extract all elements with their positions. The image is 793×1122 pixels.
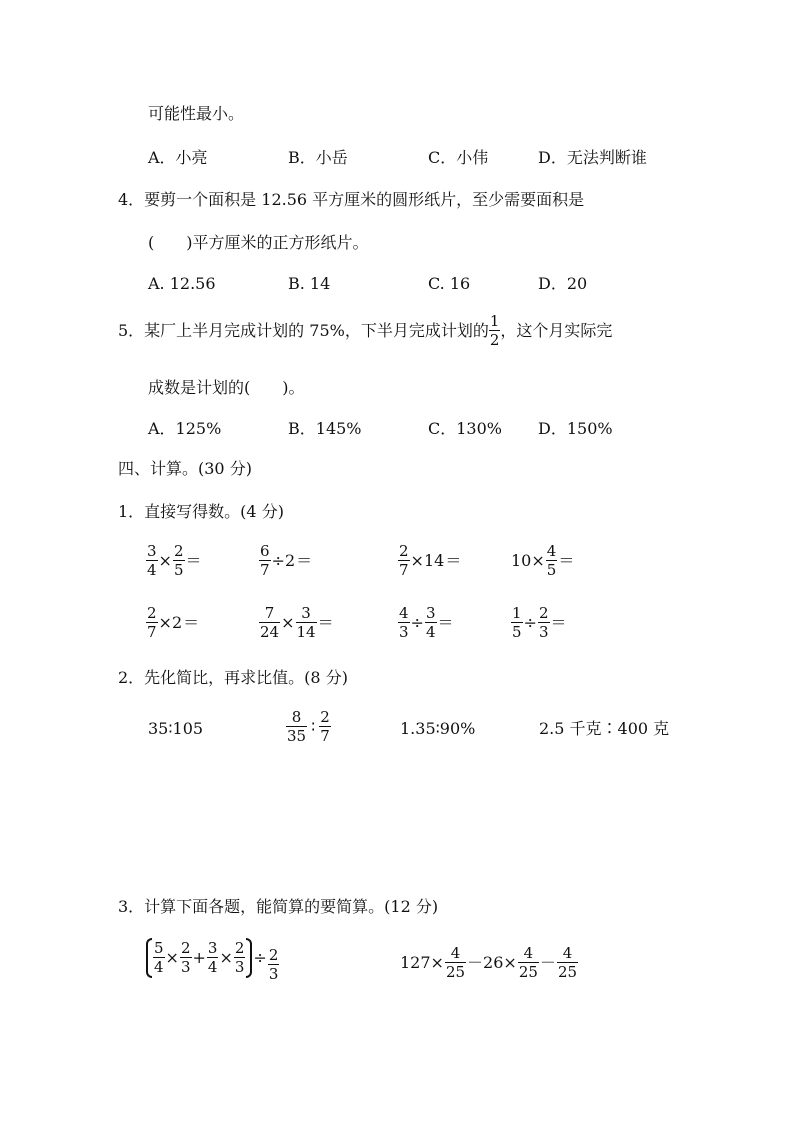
frac-den: 25 [518,963,538,981]
fraction [234,941,246,975]
operator: ÷ [253,948,267,967]
fraction [180,941,192,975]
fraction [511,606,523,640]
operator: 127× [400,953,444,972]
q3-option-d[interactable]: D．无法判断谁 [538,148,647,167]
operator: + [192,948,206,967]
sub1-item [259,606,334,640]
frac-num: 3 [425,604,436,622]
operator: × [165,948,179,967]
operator: － [539,953,556,972]
frac-den: 3 [399,623,409,641]
frac-den: 3 [268,965,279,983]
frac-den: 5 [546,561,557,579]
left-parenthesis [146,938,152,978]
frac-den: 7 [147,623,157,641]
frac-num: 8 [291,708,302,726]
frac-num: 4 [399,604,409,622]
right-parenthesis [246,938,252,978]
q5-frac-num: 1 [489,312,500,330]
q4-option-a[interactable]: A. 12.56 [148,274,216,293]
operator: ×2 [158,613,183,632]
q5-fraction [489,314,501,348]
fraction [398,544,410,578]
frac-num: 4 [562,944,573,962]
equals-sign: ＝ [183,613,200,632]
q3-option-b[interactable]: B．小岳 [288,148,348,167]
fraction [286,710,307,744]
frac-num: 6 [260,542,270,560]
sub1-item [398,606,454,640]
frac-den: 4 [147,561,157,579]
q5-line1-post: ，这个月实际完 [500,321,613,340]
frac-den: 35 [287,727,307,745]
operator: × [219,948,233,967]
ratio-item: 35∶105 [148,719,204,738]
frac-den: 4 [425,623,436,641]
frac-den: 5 [173,561,184,579]
sub2-title: 2．先化简比，再求比值。(8 分) [118,668,348,687]
sub3-title: 3．计算下面各题，能简算的要简算。(12 分) [118,897,439,916]
calc-expression-1 [146,934,279,982]
operator: × [158,551,172,570]
operator: 10× [511,551,545,570]
frac-num: 2 [180,939,191,957]
fraction [546,544,558,578]
frac-den: 4 [207,958,218,976]
sub1-item [511,544,574,578]
operator: ÷ [410,613,424,632]
q5-option-a[interactable]: A．125% [148,419,222,438]
q3-option-a[interactable]: A．小亮 [148,148,208,167]
fraction [538,606,550,640]
frac-den: 4 [154,958,164,976]
fraction [557,946,578,980]
fraction [319,710,331,744]
frac-den: 25 [445,963,466,981]
q4-option-b[interactable]: B. 14 [288,274,331,293]
fraction [518,946,539,980]
frac-den: 25 [557,963,578,981]
frac-num: 2 [399,542,409,560]
fraction [146,606,158,640]
operator: ÷2 [271,551,296,570]
q4-line1: 4．要剪一个面积是 12.56 平方厘米的圆形纸片，至少需要面积是 [118,190,585,209]
equals-sign: ＝ [185,551,202,570]
equals-sign: ＝ [550,613,567,632]
fraction [268,948,280,982]
frac-num: 2 [320,708,330,726]
frac-den: 14 [296,623,316,641]
frac-den: 3 [180,958,191,976]
frac-num: 2 [234,939,245,957]
fraction [425,606,437,640]
frac-num: 3 [207,939,218,957]
equals-sign: ＝ [558,551,575,570]
fraction [153,941,165,975]
calc-expression-2 [400,946,578,980]
q5-line1-pre: 5．某厂上半月完成计划的 75%，下半月完成计划的 [118,321,489,340]
frac-den: 3 [234,958,245,976]
frac-num: 4 [546,542,557,560]
sub1-item [146,544,202,578]
sub1-item [398,544,461,578]
fraction [296,606,317,640]
ratio-item: 1.35∶90% [400,719,476,738]
q4-option-c[interactable]: C. 16 [428,274,471,293]
frac-den: 3 [538,623,549,641]
frac-num: 5 [154,939,164,957]
frac-num: 4 [523,944,534,962]
frac-num: 1 [512,604,522,622]
section-title: 四、计算。(30 分) [118,459,252,478]
q4-line2: ( )平方厘米的正方形纸片。 [148,233,369,252]
fraction [259,544,271,578]
frac-num: 2 [173,542,184,560]
q5-option-b[interactable]: B．145% [288,419,362,438]
equals-sign: ＝ [317,613,334,632]
equals-sign: ＝ [445,551,462,570]
fraction [398,606,410,640]
q4-option-d[interactable]: D．20 [538,274,588,293]
fraction [445,946,466,980]
ratio-item [286,710,331,744]
q5-line2: 成数是计划的( )。 [148,378,305,397]
frac-den: 24 [260,623,280,641]
fraction [259,606,280,640]
frac-num: 2 [268,946,279,964]
fraction [146,544,158,578]
sub1-title: 1．直接写得数。(4 分) [118,502,284,521]
q5-option-d[interactable]: D．150% [538,419,613,438]
sub1-item [146,606,199,640]
q5-frac-den: 2 [489,331,500,349]
q3-option-c[interactable]: C．小伟 [428,148,489,167]
frac-num: 7 [264,604,275,622]
operator: × [281,613,295,632]
operator: －26× [467,953,517,972]
equals-sign: ＝ [437,613,454,632]
frac-num: 3 [147,542,157,560]
frac-den: 7 [399,561,409,579]
frac-num: 3 [301,604,311,622]
fraction [207,941,219,975]
sub1-item [259,544,312,578]
frac-den: 7 [260,561,270,579]
q3-tail: 可能性最小。 [148,104,245,123]
frac-den: 5 [512,623,522,641]
frac-num: 2 [538,604,549,622]
frac-num: 4 [450,944,461,962]
frac-num: 2 [147,604,157,622]
sub1-item [511,606,567,640]
equals-sign: ＝ [296,551,313,570]
ratio-colon: ∶ [311,717,316,736]
q5-line1 [118,314,612,348]
q5-option-c[interactable]: C．130% [428,419,502,438]
fraction [173,544,185,578]
operator: ×14 [410,551,445,570]
operator: ÷ [523,613,537,632]
ratio-item: 2.5 千克∶400 克 [539,719,670,738]
frac-den: 7 [320,727,330,745]
